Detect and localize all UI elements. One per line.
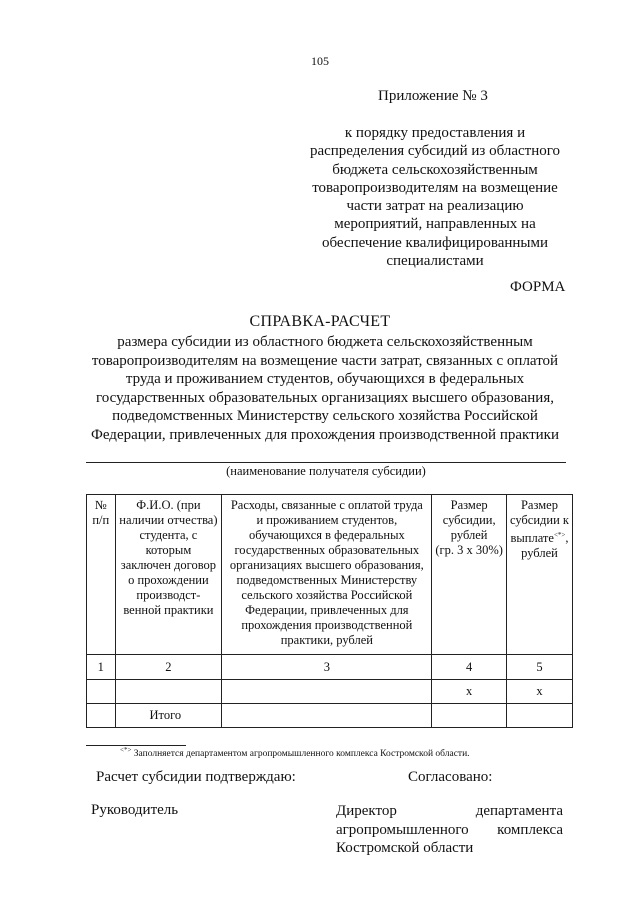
header-line: организациях высшего образования, [229, 558, 424, 572]
column-number-cell: 5 [506, 655, 572, 680]
header-line: практики, рублей [280, 633, 373, 647]
header-line: студента, с [139, 528, 198, 542]
form-label: ФОРМА [510, 279, 566, 295]
header-line: Размер [450, 498, 488, 512]
appendix-subtitle-line: товаропроизводителям на возмещение [312, 179, 558, 196]
appendix-subtitle-line: распределения субсидий из областного [309, 143, 561, 160]
appendix-subtitle [300, 124, 570, 270]
head-label: Руководитель [91, 802, 179, 818]
table-cell [432, 704, 507, 728]
appendix-subtitle-line: специалистами [386, 253, 484, 270]
header-line: обучающихся в федеральных [248, 528, 405, 542]
table-cell [506, 704, 572, 728]
document-title: СПРАВКА-РАСЧЕТ [249, 313, 391, 330]
recipient-caption: (наименование получателя субсидии) [226, 464, 426, 478]
header-line: рублей [521, 546, 558, 561]
calculation-table [86, 494, 573, 728]
header-line: выплате<*>, [510, 531, 569, 546]
header-line: субсидии, [442, 513, 496, 527]
appendix-subtitle-line: к порядку предоставления и [344, 125, 526, 141]
page-number: 105 [311, 54, 329, 68]
header-line: подведомственных Министерству [236, 573, 418, 587]
document-subtitle-line: размера субсидии из областного бюджета сельскохозяйственным [117, 334, 533, 350]
footnote [120, 746, 470, 759]
table-cell [222, 704, 432, 728]
column-number-cell: 1 [87, 655, 116, 680]
header-line: Расходы, связанные с оплатой труда [230, 498, 423, 512]
footnote-text: Заполняется департаментом агропромышленного комплекса Костромской области. [133, 749, 470, 760]
header-line: заключен договор [120, 558, 217, 572]
header-line: Размер [520, 498, 558, 512]
header-cell-student-name [115, 495, 222, 655]
header-line: прохождения производственной [241, 618, 413, 632]
header-line: № [94, 498, 107, 512]
header-line: о прохождении [128, 573, 209, 587]
document-subtitle-line: товаропроизводителям на возмещение части затрат, связанных с оплатой [91, 352, 559, 369]
header-cell-subsidy-amount [432, 495, 507, 655]
appendix-title: Приложение № 3 [378, 88, 488, 104]
header-line: производст- [136, 588, 201, 602]
header-line: Федерации, привлеченных для [245, 603, 409, 617]
header-line: субсидии к [509, 513, 569, 527]
footnote-mark: <*> [120, 746, 132, 754]
header-line: государственных образовательных [234, 543, 420, 557]
table-cell [222, 680, 432, 704]
column-number-cell: 4 [432, 655, 507, 680]
table-header-row [87, 495, 573, 655]
header-line: сельского хозяйства Российской [241, 588, 413, 602]
column-number-row [87, 655, 573, 680]
appendix-subtitle-line: обеспечение квалифицированными [321, 234, 549, 251]
column-number-cell: 2 [115, 655, 222, 680]
header-line: венной практики [123, 603, 214, 617]
appendix-subtitle-line: бюджета сельскохозяйственным [332, 161, 538, 178]
header-line: наличии отчества) [119, 513, 218, 527]
total-row [87, 704, 573, 728]
table-cell [115, 680, 222, 704]
recipient-name-line [86, 462, 566, 463]
confirm-label: Расчет субсидии подтверждаю: [96, 769, 296, 785]
header-line: (гр. 3 х 30%) [435, 543, 503, 557]
document-subtitle [60, 333, 590, 445]
appendix-subtitle-line: части затрат на реализацию [346, 198, 524, 215]
header-line: рублей [450, 528, 488, 542]
total-label: Итого [115, 704, 222, 728]
director-signature-block [336, 802, 563, 858]
table-row [87, 680, 573, 704]
table-cell: x [432, 680, 507, 704]
table-cell: x [506, 680, 572, 704]
header-line: и проживанием студентов, [256, 513, 398, 527]
appendix-subtitle-line: мероприятий, направленных на [334, 216, 536, 233]
director-line: агропромышленного комплекса [336, 821, 563, 838]
header-cell-number [87, 495, 116, 655]
table-cell [87, 680, 116, 704]
header-line: которым [145, 543, 192, 557]
header-line-text: выплате [510, 531, 554, 546]
footnote-mark: <*> [553, 531, 566, 539]
document-subtitle-line: подведомственных Министерству сельского хозяйства Российской [112, 408, 538, 425]
director-line: Костромской области [336, 840, 474, 856]
header-cell-expenses [222, 495, 432, 655]
column-number-cell: 3 [222, 655, 432, 680]
header-line: п/п [92, 513, 110, 527]
header-cell-subsidy-payout [506, 495, 572, 655]
header-line: Ф.И.О. (при [136, 498, 201, 512]
director-line: Директор департамента [336, 803, 563, 819]
document-subtitle-line: Федерации, привлеченных для прохождения производственной практики [91, 426, 559, 443]
document-subtitle-line: труда и проживанием студентов, обучающихся в федеральных [125, 371, 525, 388]
document-subtitle-line: государственных образовательных организациях высшего образования, [96, 389, 554, 406]
agreed-label: Согласовано: [408, 769, 493, 785]
table-cell [87, 704, 116, 728]
